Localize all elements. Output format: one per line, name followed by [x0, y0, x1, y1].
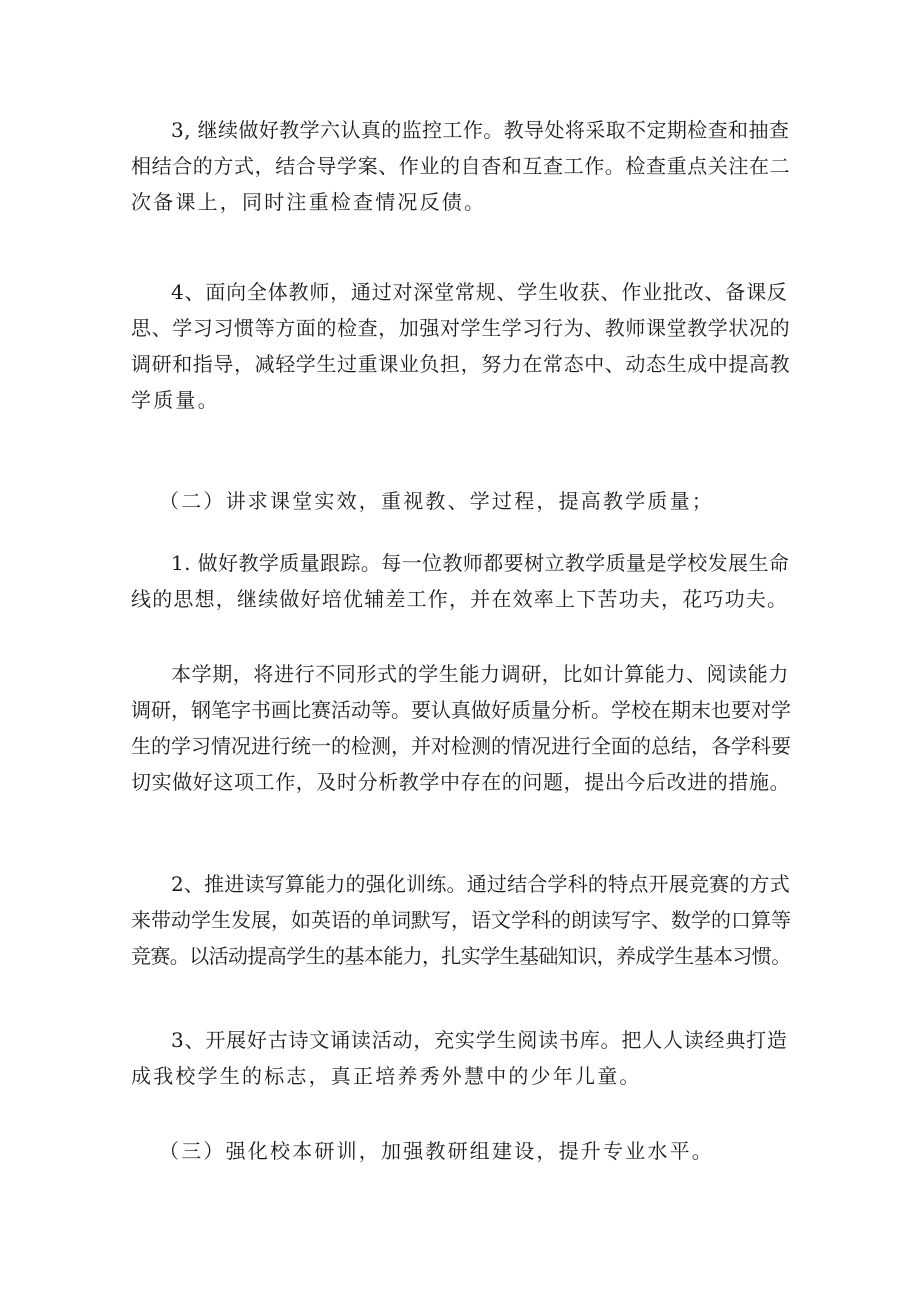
paragraph-line: 1. 做好教学质量跟踪。每一位教师都要树立教学质量是学校发展生命 — [171, 551, 790, 575]
paragraph-line: 3, 继续做好教学六认真的监控工作。教导处将采取不定期检查和抽查 — [171, 118, 790, 142]
paragraph-line: 线的思想，继续做好培优辅差工作，并在效率上下苦功夫，花巧功夫。 — [131, 587, 789, 611]
paragraph-literacy-training — [131, 866, 791, 974]
paragraph-line: 切实做好这项工作，及时分析教学中存在的问题，提出今后改进的措施。 — [131, 770, 791, 794]
paragraph-line: 4、面向全体教师，通过对深堂常规、学生收获、作业批改、备课反 — [171, 280, 788, 304]
paragraph-line: 竞赛。以活动提高学生的基本能力，扎实学生基础知识，养成学生基本习惯。 — [131, 944, 791, 968]
paragraph-line: 生的学习情况进行统一的检测，并对检测的情况进行全面的总结，各学科要 — [131, 734, 791, 758]
paragraph-line: 学质量。 — [131, 388, 220, 412]
paragraph-classic-reading — [131, 1022, 791, 1094]
paragraph-line: 本学期，将进行不同形式的学生能力调研，比如计算能力、阅读能力 — [171, 662, 789, 686]
paragraph-teacher-inspection — [131, 274, 791, 418]
paragraph-line: 调研，钢笔字书画比赛活动等。要认真做好质量分析。学校在期末也要对学 — [131, 698, 791, 722]
paragraph-monitoring — [131, 112, 791, 220]
paragraph-line: 思、学习习惯等方面的检查，加强对学生学习行为、教师课堂教学状况的 — [131, 316, 791, 340]
section-heading-three — [131, 1133, 791, 1169]
paragraph-quality-tracking — [131, 545, 791, 617]
section-heading-two — [131, 483, 791, 519]
heading-line: （三）强化校本研训，加强教研组建设，提升专业水平。 — [159, 1139, 714, 1163]
paragraph-line: 调研和指导，减轻学生过重课业负担，努力在常态中、动态生成中提高教 — [131, 352, 791, 376]
heading-line: （二）讲求课堂实效，重视教、学过程，提高教学质量； — [159, 489, 714, 513]
paragraph-line: 2、推进读写算能力的强化训练。通过结合学科的特点开展竞赛的方式 — [171, 872, 790, 896]
paragraph-semester-survey — [131, 656, 791, 800]
paragraph-line: 次备课上，同时注重检查情况反债。 — [131, 190, 487, 214]
paragraph-line: 3、开展好古诗文诵读活动，充实学生阅读书库。把人人读经典打造 — [171, 1028, 788, 1052]
paragraph-line: 来带动学生发展，如英语的单词默写，语文学科的朗读写字、数学的口算等 — [131, 908, 791, 932]
paragraph-line: 成我校学生的标志，真正培养秀外慧中的少年儿童。 — [131, 1064, 642, 1088]
paragraph-line: 相结合的方式，结合导学案、作业的自杳和互查工作。检查重点关注在二 — [131, 154, 791, 178]
